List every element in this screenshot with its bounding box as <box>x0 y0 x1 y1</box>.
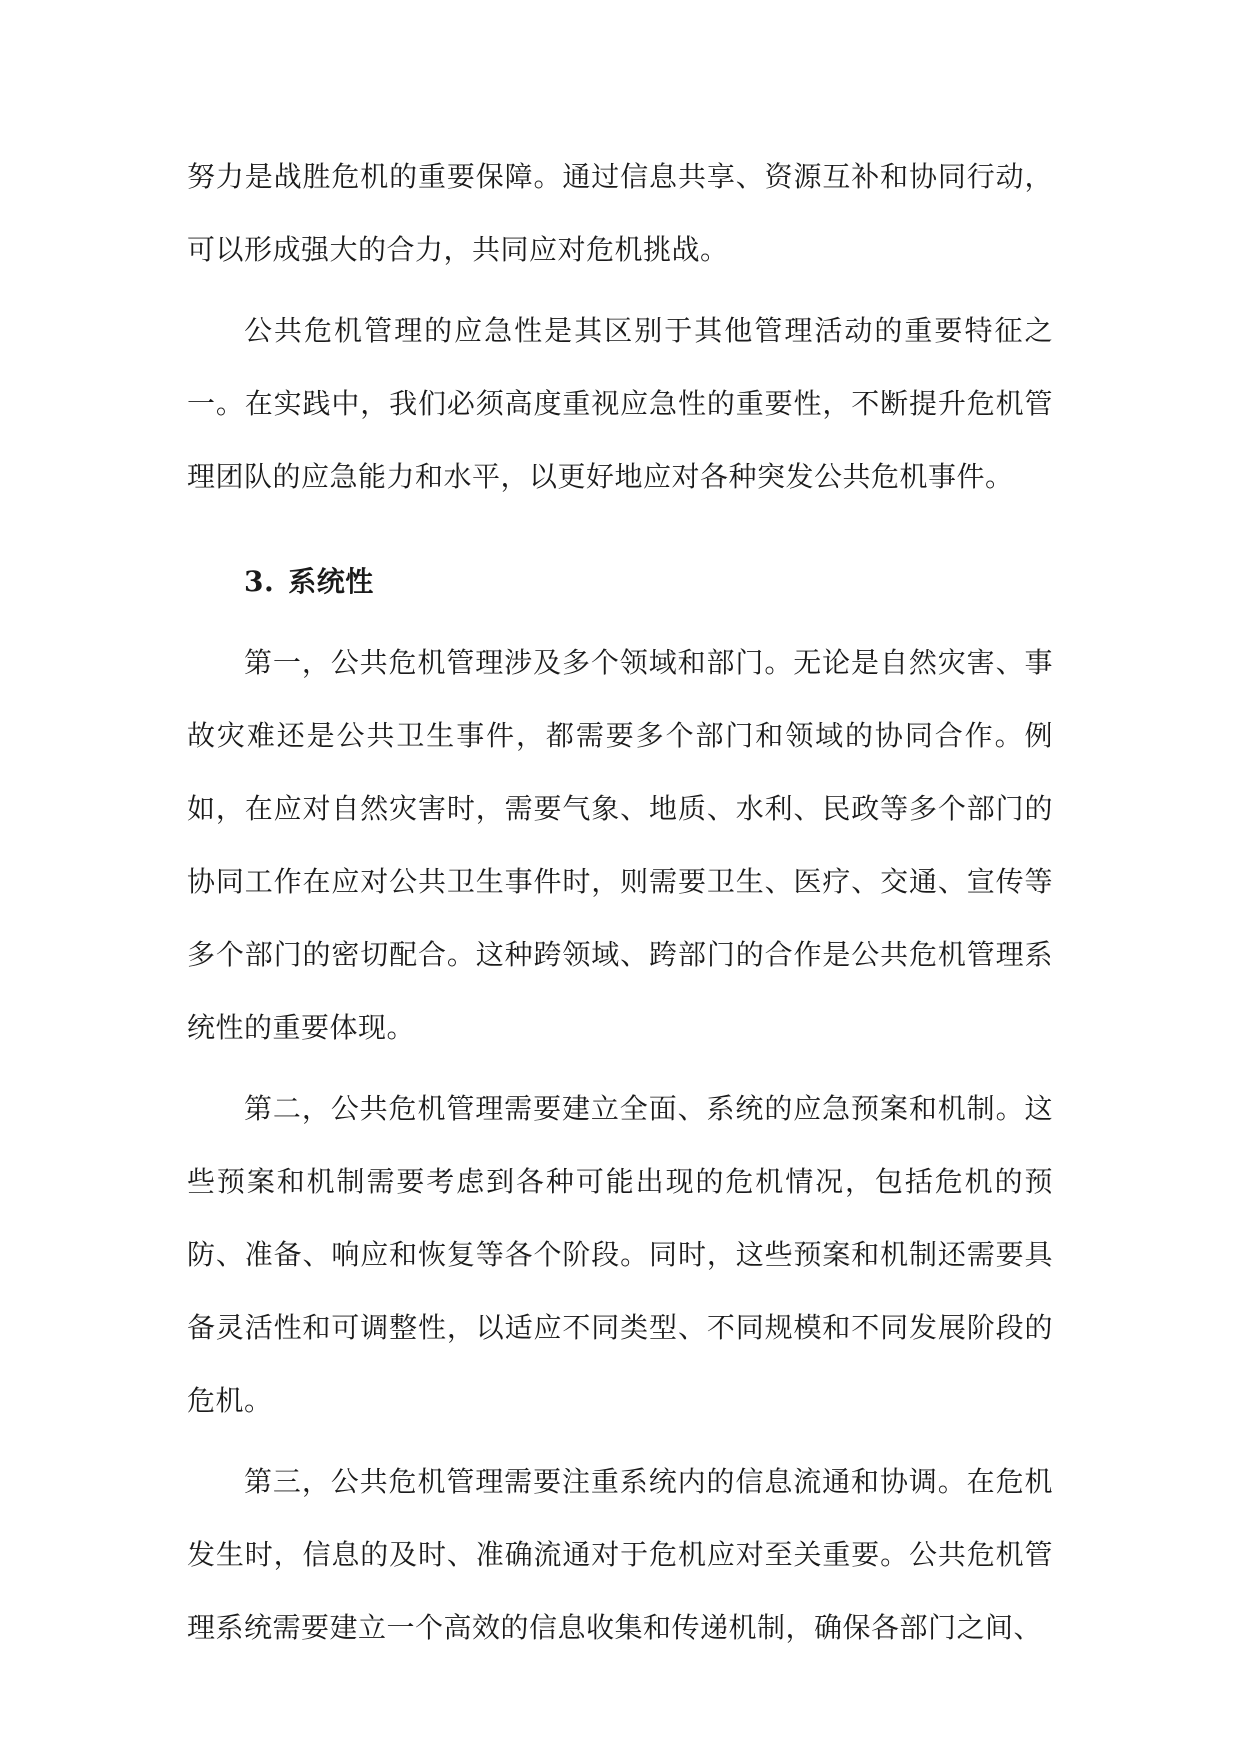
paragraph-continuation: 努力是战胜危机的重要保障。通过信息共享、资源互补和协同行动，可以形成强大的合力，共同应对危机挑战。 <box>187 160 1053 266</box>
section-heading <box>187 545 1053 618</box>
section-number: 3. <box>244 565 275 598</box>
paragraph-third-point: 第三，公共危机管理需要注重系统内的信息流通和协调。在危机发生时，信息的及时、准确流通对于危机应对至关重要。公共危机管理系统需要建立一个高效的信息收集和传递机制，确保各部门之间、 <box>187 1465 1053 1644</box>
section-title: 系统性 <box>288 565 374 598</box>
paragraph-emergency-summary: 公共危机管理的应急性是其区别于其他管理活动的重要特征之一。在实践中，我们必须高度重视应急性的重要性，不断提升危机管理团队的应急能力和水平，以更好地应对各种突发公共危机事件。 <box>187 314 1053 493</box>
paragraph-spacer <box>187 1064 1053 1072</box>
paragraph-first-point: 第一，公共危机管理涉及多个领域和部门。无论是自然灾害、事故灾难还是公共卫生事件，都需要多个部门和领域的协同合作。例如，在应对自然灾害时，需要气象、地质、水利、民政等多个部门的协同工作在应对公共卫生事件时，则需要卫生、医疗、交通、宣传等多个部门的密切配合。这种跨领域、跨部门的合作是公共危机管理系统性的重要体现。 <box>187 646 1053 1044</box>
paragraph-spacer <box>187 286 1053 294</box>
paragraph-second-point: 第二，公共危机管理需要建立全面、系统的应急预案和机制。这些预案和机制需要考虑到各种可能出现的危机情况，包括危机的预防、准备、响应和恢复等各个阶段。同时，这些预案和机制还需要具备灵活性和可调整性，以适应不同类型、不同规模和不同发展阶段的危机。 <box>187 1092 1053 1417</box>
document-body <box>187 140 1053 1664</box>
section-spacer <box>187 513 1053 545</box>
paragraph-spacer <box>187 618 1053 626</box>
paragraph-spacer <box>187 1437 1053 1445</box>
